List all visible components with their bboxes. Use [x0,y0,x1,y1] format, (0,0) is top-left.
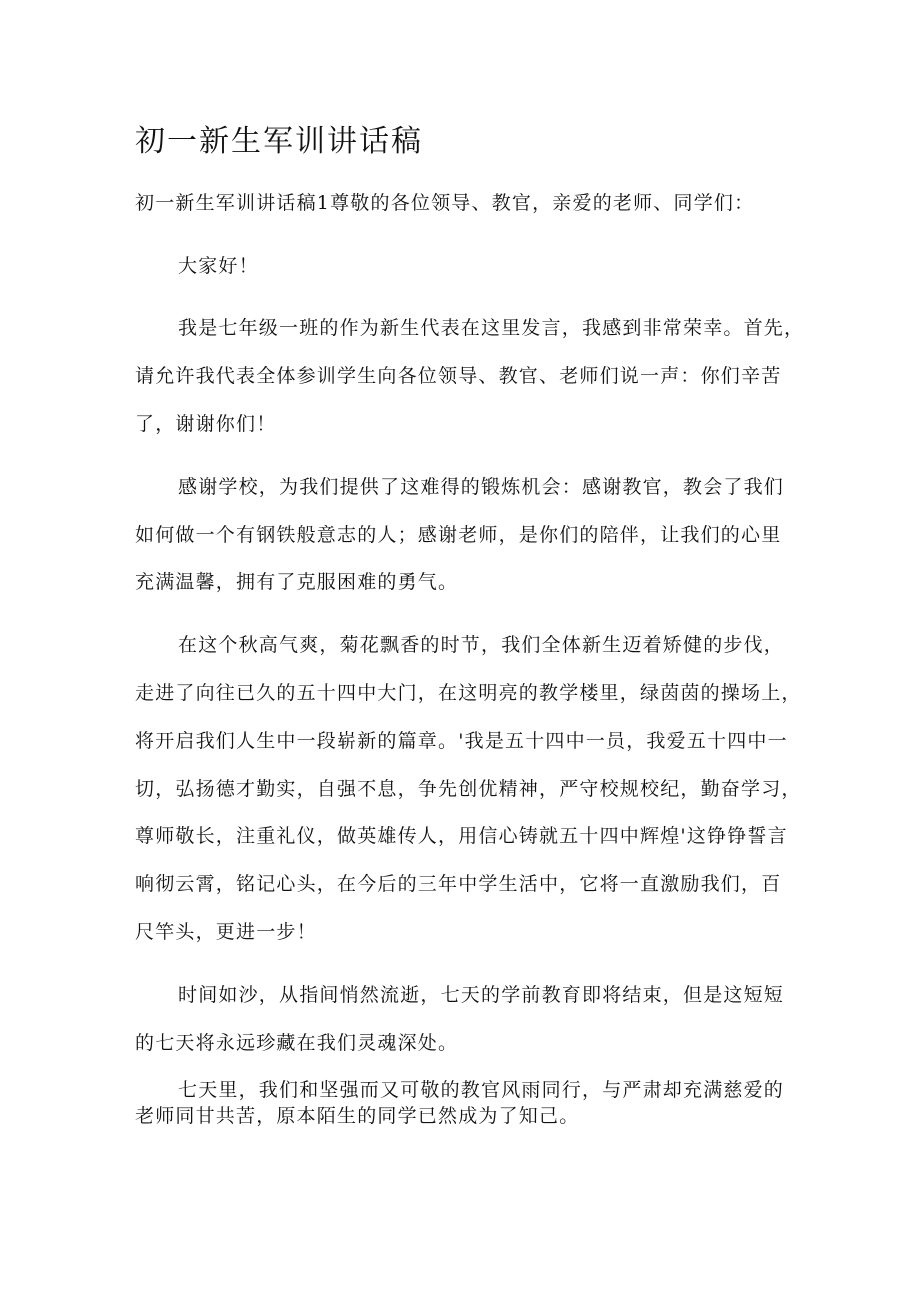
paragraph-4-line-1: 时间如沙，从指间悄然流逝，七天的学前教育即将结束，但是这短短 [178,984,785,1006]
paragraph-1-line-1: 我是七年级一班的作为新生代表在这里发言，我感到非常荣幸。首先， [178,317,805,339]
paragraph-3-line-2: 走进了向往已久的五十四中大门，在这明亮的教学楼里，绿茵茵的操场上， [135,682,802,704]
paragraph-2-line-1: 感谢学校，为我们提供了这难得的锻炼机会：感谢教官，教会了我们 [178,476,785,498]
document-title: 初一新生军训讲话稿 [135,124,423,159]
paragraph-3-line-7: 尺竿头，更进一步！ [135,921,317,943]
paragraph-5-line-1: 七天里，我们和坚强而又可敬的教官风雨同行，与严肃却充满慈爱的 [178,1079,785,1101]
paragraph-3-line-1: 在这个秋高气爽，菊花飘香的时节，我们全体新生迈着矫健的步伐， [178,634,785,656]
paragraph-2-line-2: 如何做一个有钢铁般意志的人；感谢老师，是你们的陪伴，让我们的心里 [135,524,782,546]
paragraph-3-line-5: 尊师敬长，注重礼仪，做英雄传人，用信心铸就五十四中辉煌'这铮铮誓言 [135,825,788,847]
paragraph-3-line-6: 响彻云霄，铭记心头，在今后的三年中学生活中，它将一直激励我们，百 [135,873,782,895]
intro-line: 初一新生军训讲话稿1尊敬的各位领导、教官，亲爱的老师、同学们： [135,192,755,214]
paragraph-4-line-2: 的七天将永远珍藏在我们灵魂深处。 [135,1032,459,1054]
paragraph-3-line-4: 切，弘扬德才勤实，自强不息，争先创优精神，严守校规校纪，勤奋学习， [135,778,802,800]
paragraph-5-line-2: 老师同甘共苦，原本陌生的同学已然成为了知己。 [135,1105,580,1127]
paragraph-1-line-2: 请允许我代表全体参训学生向各位领导、教官、老师们说一声：你们辛苦 [135,365,782,387]
paragraph-2-line-3: 充满温馨，拥有了克服困难的勇气。 [135,571,459,593]
greeting-line: 大家好！ [178,255,259,277]
paragraph-1-line-3: 了，谢谢你们！ [135,413,277,435]
paragraph-3-line-3: 将开启我们人生中一段崭新的篇章。'我是五十四中一员，我爱五十四中一 [135,730,788,752]
